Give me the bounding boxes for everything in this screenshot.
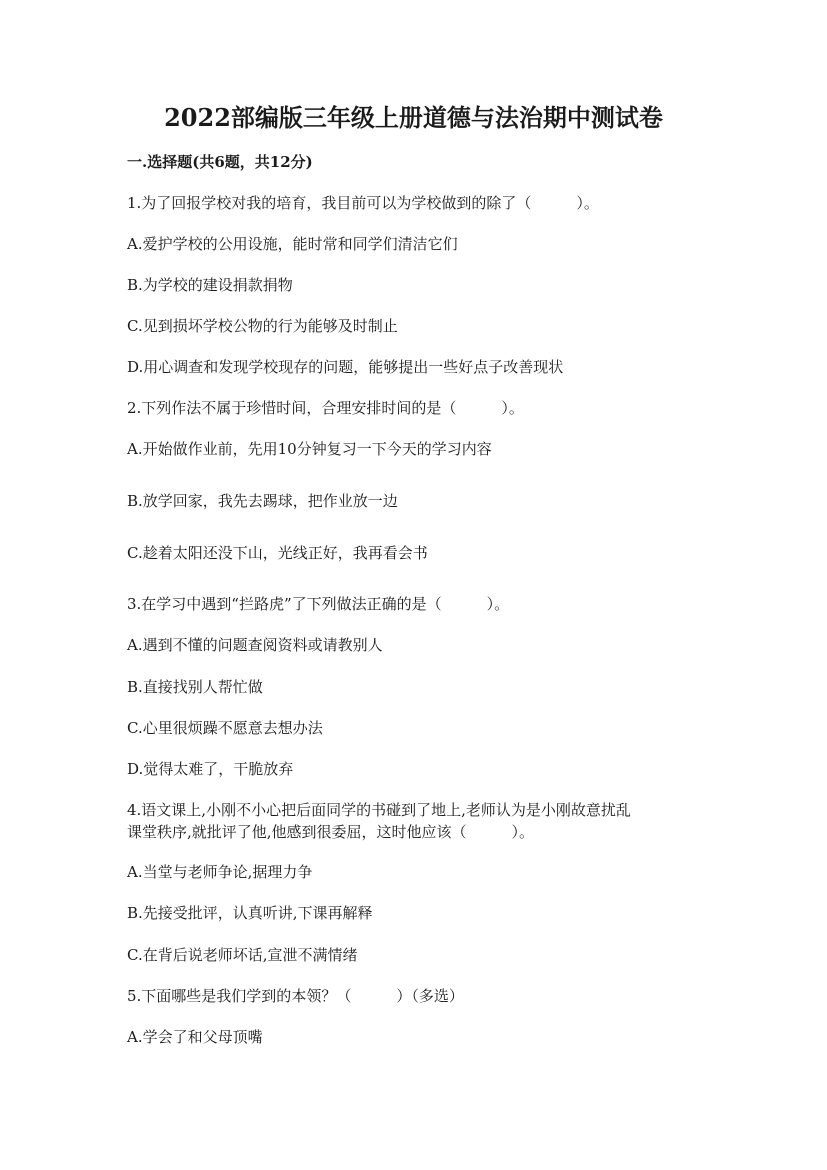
question-3-option-a: A.遇到不懂的问题查阅资料或请教别人 [127,636,383,654]
question-5-stem: 5.下面哪些是我们学到的本领？（ ）（多选） [127,987,464,1005]
section-heading: 一.选择题(共6题，共12分) [127,153,313,171]
question-1-option-a: A.爱护学校的公用设施，能时常和同学们清洁它们 [127,235,458,253]
question-2-option-a: A.开始做作业前，先用10分钟复习一下今天的学习内容 [127,440,492,458]
question-1-option-b: B.为学校的建设捐款捐物 [127,276,293,294]
question-1-stem: 1.为了回报学校对我的培育，我目前可以为学校做到的除了（ ）。 [127,194,599,212]
question-3-option-b: B.直接找别人帮忙做 [127,678,263,696]
question-4-option-a: A.当堂与老师争论,据理力争 [127,863,313,881]
question-4-option-c: C.在背后说老师坏话,宣泄不满情绪 [127,946,358,964]
question-3-option-c: C.心里很烦躁不愿意去想办法 [127,719,323,737]
question-2-stem: 2.下列作法不属于珍惜时间，合理安排时间的是（ ）。 [127,399,524,417]
question-2-option-b: B.放学回家，我先去踢球，把作业放一边 [127,492,398,510]
question-1-option-d: D.用心调查和发现学校现存的问题，能够提出一些好点子改善现状 [127,358,564,376]
question-3-stem: 3.在学习中遇到“拦路虎”了下列做法正确的是（ ）。 [127,595,510,613]
question-4-stem-line-2: 课堂秩序,就批评了他,他感到很委屈，这时他应该（ ）。 [127,823,535,841]
question-2-option-c: C.趁着太阳还没下山，光线正好，我再看会书 [127,544,428,562]
question-3-option-d: D.觉得太难了，干脆放弃 [127,760,294,778]
question-4-option-b: B.先接受批评，认真听讲,下课再解释 [127,904,373,922]
page-title: 2022部编版三年级上册道德与法治期中测试卷 [164,103,663,132]
question-1-option-c: C.见到损坏学校公物的行为能够及时制止 [127,317,398,335]
question-5-option-a: A.学会了和父母顶嘴 [127,1028,263,1046]
question-4-stem-line-1: 4.语文课上,小刚不小心把后面同学的书碰到了地上,老师认为是小刚故意扰乱 [127,801,631,819]
